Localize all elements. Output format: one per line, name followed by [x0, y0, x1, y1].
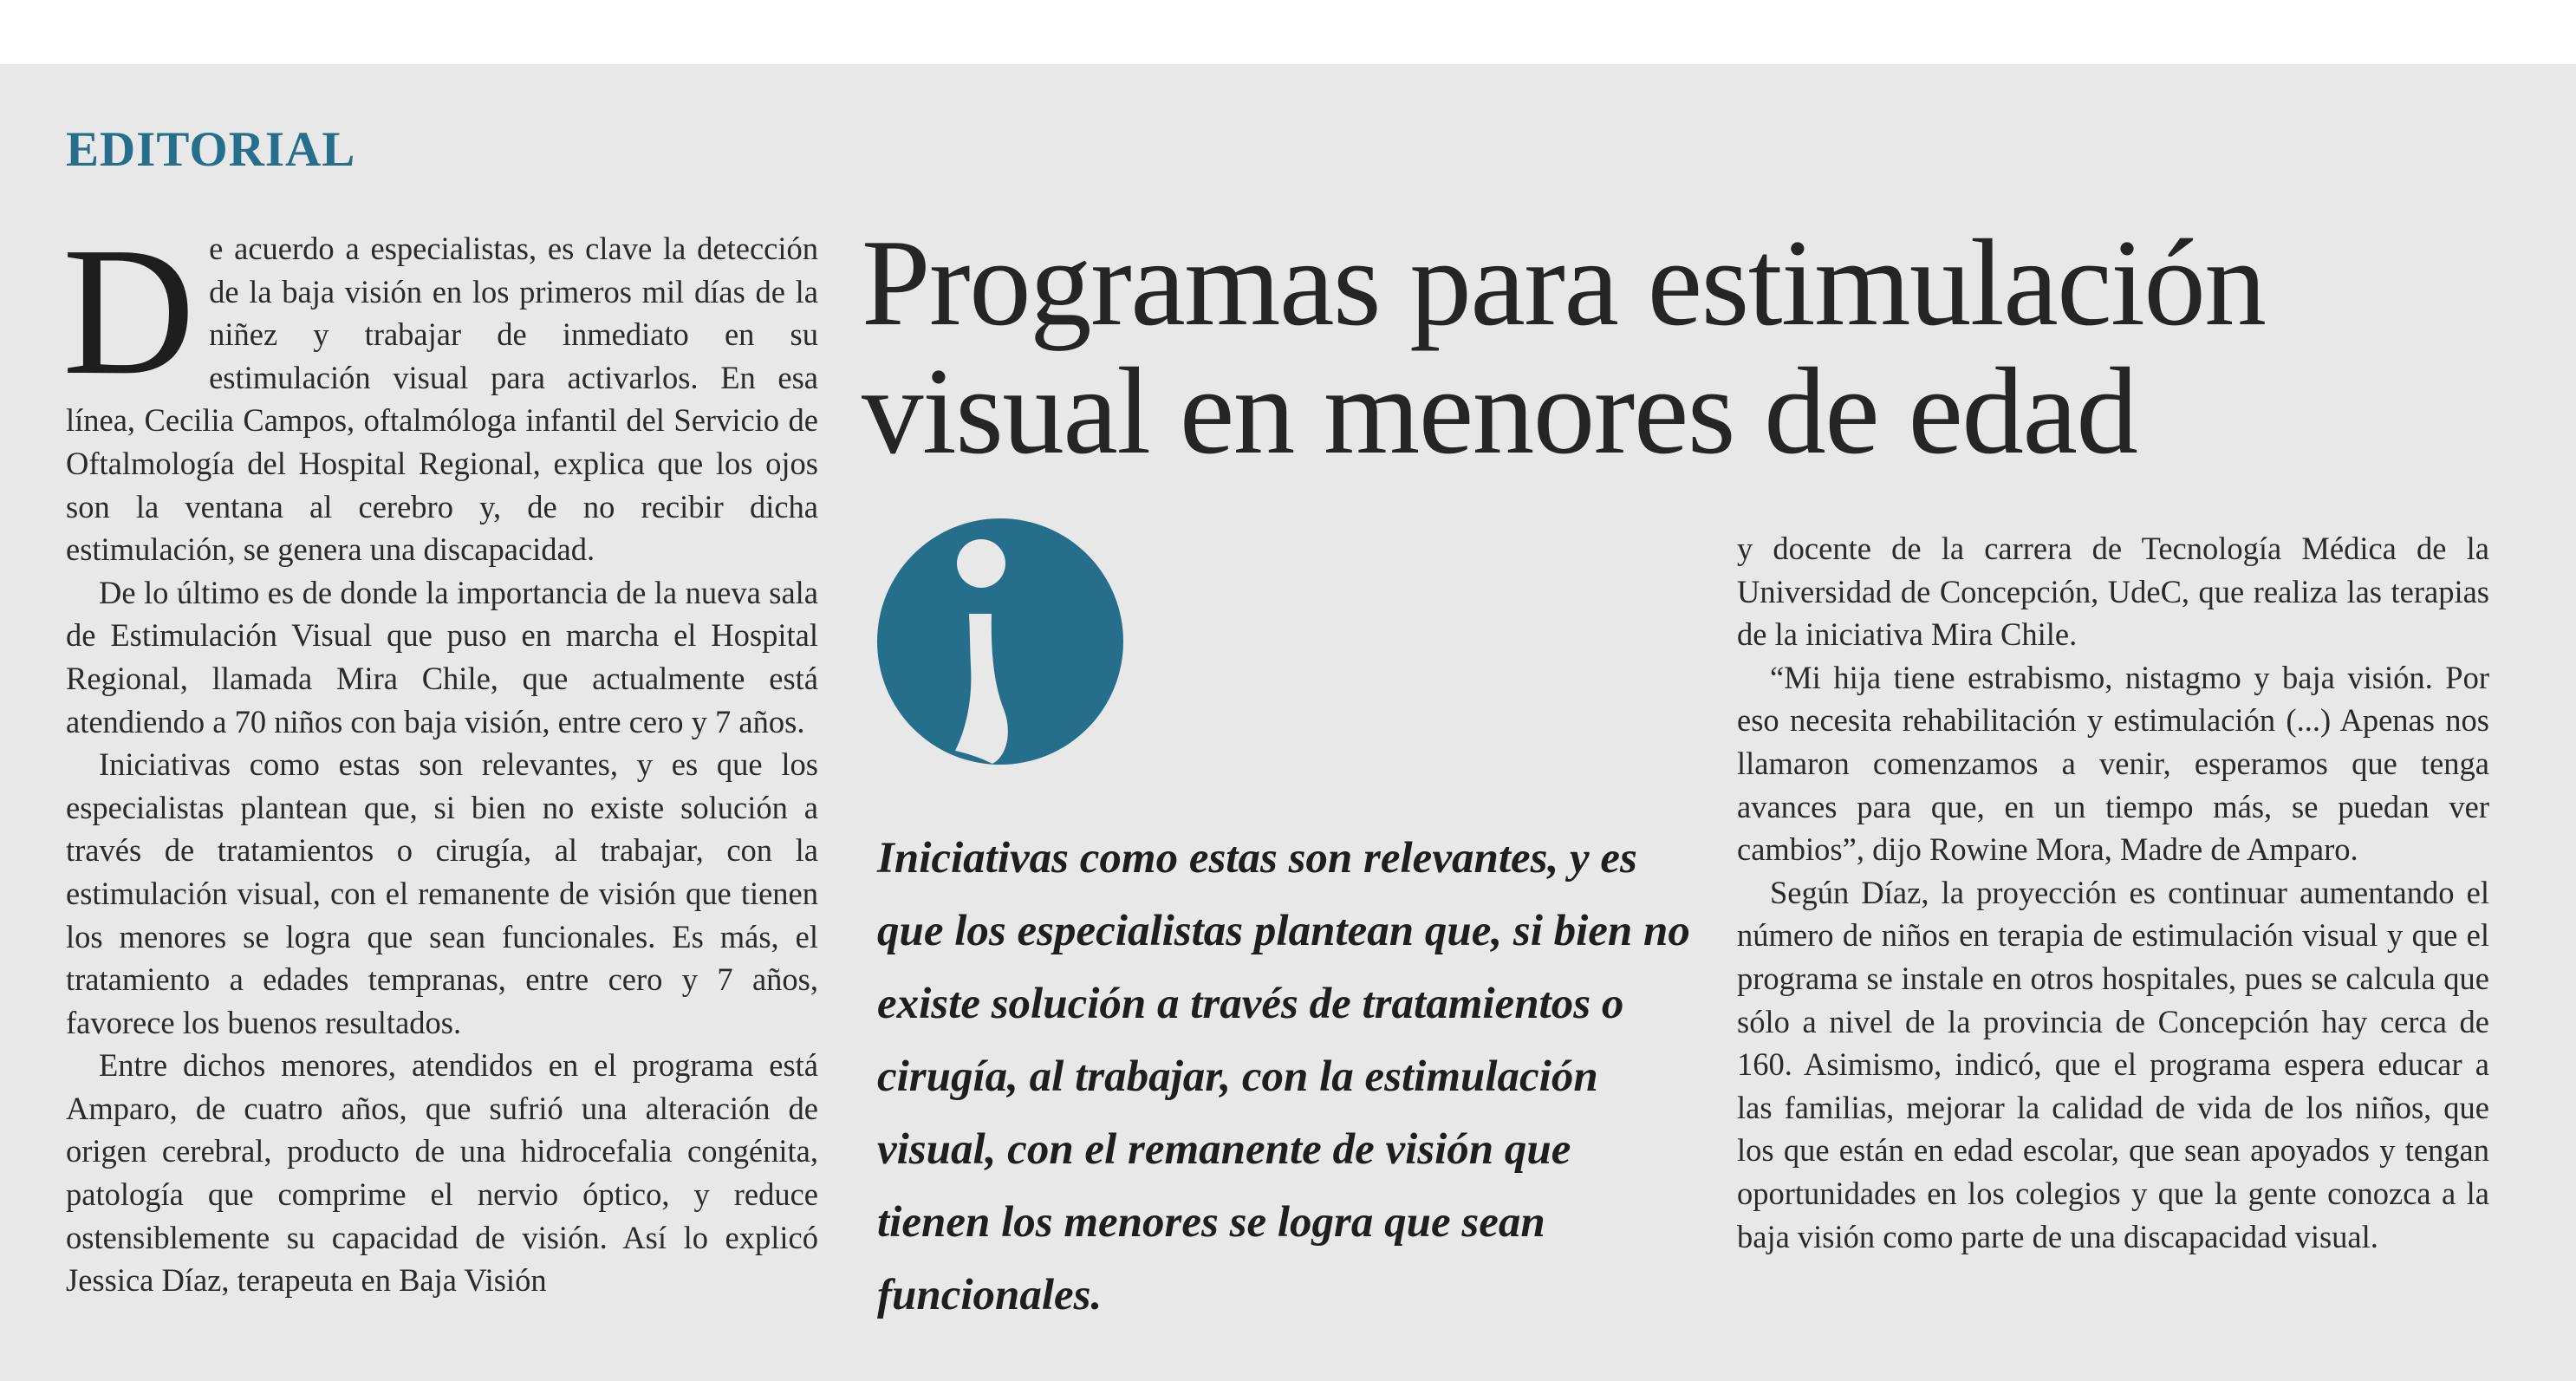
paragraph: Entre dichos menores, atendidos en el programa está Amparo, de cuatro años, que sufrió una alteración de origen cerebral, producto de una hidrocefalia congénita, patología que comprime el nervio óptico, y reduce ostensiblemente su capacidad de visión. Así lo explicó Jessica Díaz, terapeuta en Baja Visión — [66, 1047, 818, 1299]
info-icon — [877, 518, 1123, 765]
paragraph: Según Díaz, la proyección es continuar aumentando el número de niños en terapia de estimulación visual y que el programa se instale en otros hospitales, pues se calcula que sólo a nivel de la provincia de Concepción hay cerca de 160. Asimismo, indicó, que el programa espera educar a las familias, mejorar la calidad de vida de los niños, que los que están en edad escolar, que sean apoyados y tengan oportunidades en los colegios y que la gente conozca a la baja visión como parte de una discapacidad visual. — [1737, 874, 2489, 1254]
headline-line-1: Programas para estimulación — [862, 214, 2266, 351]
left-column — [62, 209, 818, 1302]
paragraph: Iniciativas como estas son relevantes, y es que los especialistas plantean que, si bien no existe solución a través de tratamientos o cirugía, al trabajar, con la estimulación visual, con el remanente de visión que tienen los menores se logra que sean funcionales. Es más, el tratamiento a edades tempranas, entre cero y 7 años, favorece los buenos resultados. — [66, 746, 818, 1040]
paragraph: “Mi hija tiene estrabismo, nistagmo y baja visión. Por eso necesita rehabilitación y estimulación (...) Apenas nos llamaron comenzamos a venir, esperamos que tenga avances para que, en un tiempo más, se puedan ver cambios”, dijo Rowine Mora, Madre de Amparo. — [1737, 659, 2489, 868]
headline-line-2: visual en menores de edad — [862, 342, 2137, 479]
paragraph-text: e acuerdo a especialistas, es clave la detección de la baja visión en los primeros mil días de la niñez y trabajar de inmediato en su estimulación visual para activarlos. En esa línea, Cecilia Campos, oftalmóloga infantil del Servicio de Oftalmología del Hospital Regional, explica que los ojos son la ventana al cerebro y, de no recibir dicha estimulación, se genera una discapacidad. — [66, 231, 818, 568]
paragraph — [62, 209, 818, 571]
paragraph: y docente de la carrera de Tecnología Médica de la Universidad de Concepción, UdeC, que realiza las terapias de la iniciativa Mira Chile. — [1737, 531, 2489, 653]
section-label: EDITORIAL — [66, 122, 356, 177]
headline — [862, 214, 2526, 479]
paragraph: De lo último es de donde la importancia de la nueva sala de Estimulación Visual que puso en marcha el Hospital Regional, llamada Mira Chile, que actualmente está atendiendo a 70 niños con baja visión, entre cero y 7 años. — [66, 574, 818, 739]
pull-quote: Iniciativas como estas son relevantes, y es que los especialistas plantean que, si bien no existe solución a través de tratamientos o cirugía, al trabajar, con la estimulación visual, con el remanente de visión que tienen los menores se logra que sean funcionales. — [877, 834, 1690, 1319]
drop-cap: D — [62, 209, 196, 413]
right-column — [1737, 527, 2489, 1258]
